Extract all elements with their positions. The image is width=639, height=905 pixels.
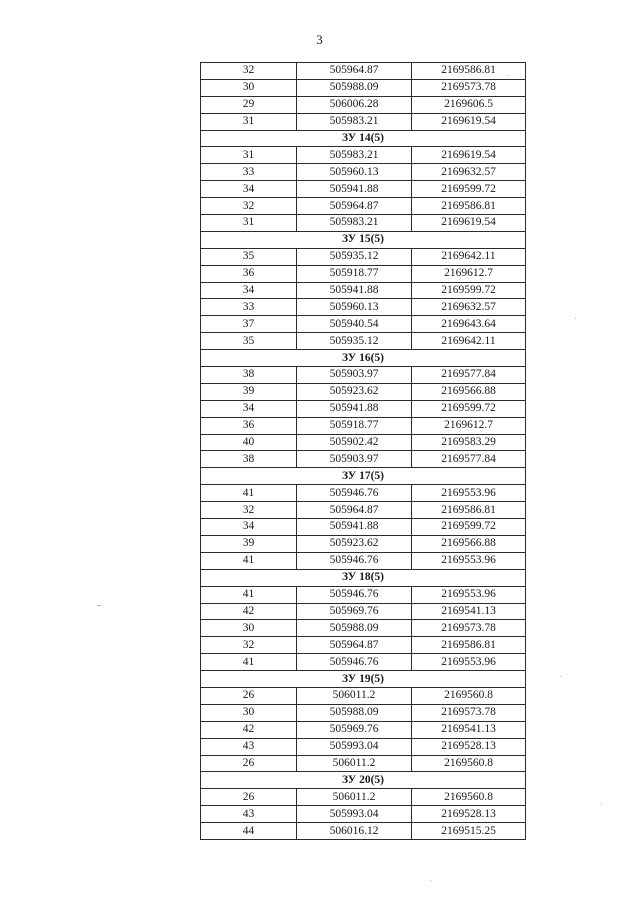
section-header-row [201, 130, 526, 147]
section-header-row [201, 231, 526, 248]
coordinate-row [201, 417, 526, 434]
section-title: ЗУ 16(5) [201, 350, 526, 367]
y-coordinate-cell: 2169577.84 [412, 367, 526, 384]
point-number-cell: 33 [201, 299, 297, 316]
y-coordinate-cell: 2169599.72 [412, 519, 526, 536]
x-coordinate-cell: 505988.09 [297, 79, 412, 96]
coordinates-table-body [201, 63, 526, 840]
coordinate-row [201, 738, 526, 755]
coordinate-row [201, 113, 526, 130]
coordinate-row [201, 63, 526, 80]
point-number-cell: 34 [201, 282, 297, 299]
y-coordinate-cell: 2169553.96 [412, 552, 526, 569]
coordinate-row [201, 265, 526, 282]
coordinate-row [201, 603, 526, 620]
y-coordinate-cell: 2169573.78 [412, 704, 526, 721]
x-coordinate-cell: 505918.77 [297, 417, 412, 434]
point-number-cell: 31 [201, 215, 297, 232]
y-coordinate-cell: 2169528.13 [412, 738, 526, 755]
y-coordinate-cell: 2169560.8 [412, 755, 526, 772]
section-title: ЗУ 14(5) [201, 130, 526, 147]
section-title: ЗУ 17(5) [201, 468, 526, 485]
point-number-cell: 32 [201, 637, 297, 654]
scan-speck [507, 75, 508, 76]
x-coordinate-cell: 505946.76 [297, 654, 412, 671]
coordinate-row [201, 485, 526, 502]
coordinate-row [201, 316, 526, 333]
point-number-cell: 26 [201, 687, 297, 704]
section-header-row [201, 569, 526, 586]
x-coordinate-cell: 506011.2 [297, 687, 412, 704]
point-number-cell: 42 [201, 721, 297, 738]
point-number-cell: 44 [201, 823, 297, 840]
point-number-cell: 26 [201, 755, 297, 772]
x-coordinate-cell: 505941.88 [297, 400, 412, 417]
x-coordinate-cell: 505988.09 [297, 620, 412, 637]
y-coordinate-cell: 2169515.25 [412, 823, 526, 840]
point-number-cell: 34 [201, 519, 297, 536]
point-number-cell: 30 [201, 704, 297, 721]
y-coordinate-cell: 2169566.88 [412, 535, 526, 552]
y-coordinate-cell: 2169586.81 [412, 502, 526, 519]
point-number-cell: 41 [201, 586, 297, 603]
point-number-cell: 41 [201, 552, 297, 569]
x-coordinate-cell: 505941.88 [297, 181, 412, 198]
point-number-cell: 33 [201, 164, 297, 181]
coordinate-row [201, 367, 526, 384]
x-coordinate-cell: 505946.76 [297, 485, 412, 502]
point-number-cell: 42 [201, 603, 297, 620]
y-coordinate-cell: 2169553.96 [412, 485, 526, 502]
x-coordinate-cell: 505964.87 [297, 502, 412, 519]
x-coordinate-cell: 505964.87 [297, 63, 412, 80]
coordinate-row [201, 687, 526, 704]
coordinate-row [201, 282, 526, 299]
coordinate-row [201, 823, 526, 840]
x-coordinate-cell: 505941.88 [297, 282, 412, 299]
y-coordinate-cell: 2169573.78 [412, 620, 526, 637]
coordinate-row [201, 198, 526, 215]
coordinate-row [201, 434, 526, 451]
point-number-cell: 41 [201, 485, 297, 502]
coordinate-row [201, 451, 526, 468]
section-title: ЗУ 20(5) [201, 772, 526, 789]
x-coordinate-cell: 505903.97 [297, 451, 412, 468]
y-coordinate-cell: 2169583.29 [412, 434, 526, 451]
point-number-cell: 39 [201, 535, 297, 552]
point-number-cell: 32 [201, 502, 297, 519]
coordinate-row [201, 552, 526, 569]
coordinate-row [201, 164, 526, 181]
y-coordinate-cell: 2169599.72 [412, 181, 526, 198]
coordinate-row [201, 502, 526, 519]
x-coordinate-cell: 505918.77 [297, 265, 412, 282]
scan-speck [97, 605, 101, 606]
section-title: ЗУ 19(5) [201, 671, 526, 688]
y-coordinate-cell: 2169586.81 [412, 198, 526, 215]
x-coordinate-cell: 505988.09 [297, 704, 412, 721]
x-coordinate-cell: 505983.21 [297, 147, 412, 164]
x-coordinate-cell: 505964.87 [297, 637, 412, 654]
coordinate-row [201, 333, 526, 350]
coordinate-row [201, 586, 526, 603]
scan-speck [430, 880, 431, 881]
coordinate-row [201, 806, 526, 823]
y-coordinate-cell: 2169612.7 [412, 417, 526, 434]
x-coordinate-cell: 505983.21 [297, 113, 412, 130]
section-header-row [201, 468, 526, 485]
section-header-row [201, 350, 526, 367]
point-number-cell: 38 [201, 367, 297, 384]
point-number-cell: 30 [201, 620, 297, 637]
point-number-cell: 26 [201, 789, 297, 806]
point-number-cell: 31 [201, 113, 297, 130]
point-number-cell: 32 [201, 63, 297, 80]
coordinate-row [201, 383, 526, 400]
section-title: ЗУ 15(5) [201, 231, 526, 248]
coordinate-row [201, 248, 526, 265]
y-coordinate-cell: 2169560.8 [412, 687, 526, 704]
y-coordinate-cell: 2169642.11 [412, 333, 526, 350]
x-coordinate-cell: 505923.62 [297, 535, 412, 552]
y-coordinate-cell: 2169528.13 [412, 806, 526, 823]
y-coordinate-cell: 2169612.7 [412, 265, 526, 282]
y-coordinate-cell: 2169573.78 [412, 79, 526, 96]
point-number-cell: 34 [201, 181, 297, 198]
y-coordinate-cell: 2169541.13 [412, 603, 526, 620]
y-coordinate-cell: 2169632.57 [412, 299, 526, 316]
point-number-cell: 30 [201, 79, 297, 96]
coordinate-row [201, 654, 526, 671]
coordinate-row [201, 147, 526, 164]
point-number-cell: 39 [201, 383, 297, 400]
x-coordinate-cell: 506006.28 [297, 96, 412, 113]
y-coordinate-cell: 2169632.57 [412, 164, 526, 181]
x-coordinate-cell: 505903.97 [297, 367, 412, 384]
coordinate-row [201, 96, 526, 113]
coordinates-table [200, 62, 526, 840]
y-coordinate-cell: 2169566.88 [412, 383, 526, 400]
x-coordinate-cell: 505935.12 [297, 333, 412, 350]
point-number-cell: 41 [201, 654, 297, 671]
section-header-row [201, 772, 526, 789]
x-coordinate-cell: 505969.76 [297, 603, 412, 620]
point-number-cell: 40 [201, 434, 297, 451]
section-header-row [201, 671, 526, 688]
coordinate-row [201, 215, 526, 232]
section-title: ЗУ 18(5) [201, 569, 526, 586]
x-coordinate-cell: 506011.2 [297, 755, 412, 772]
y-coordinate-cell: 2169619.54 [412, 215, 526, 232]
y-coordinate-cell: 2169643.64 [412, 316, 526, 333]
scan-speck [560, 676, 561, 677]
point-number-cell: 43 [201, 738, 297, 755]
point-number-cell: 29 [201, 96, 297, 113]
y-coordinate-cell: 2169619.54 [412, 113, 526, 130]
coordinate-row [201, 79, 526, 96]
point-number-cell: 32 [201, 198, 297, 215]
x-coordinate-cell: 505946.76 [297, 552, 412, 569]
x-coordinate-cell: 505993.04 [297, 738, 412, 755]
x-coordinate-cell: 505941.88 [297, 519, 412, 536]
point-number-cell: 35 [201, 333, 297, 350]
y-coordinate-cell: 2169642.11 [412, 248, 526, 265]
x-coordinate-cell: 505946.76 [297, 586, 412, 603]
y-coordinate-cell: 2169599.72 [412, 282, 526, 299]
x-coordinate-cell: 505960.13 [297, 164, 412, 181]
coordinate-row [201, 181, 526, 198]
scan-speck [601, 803, 602, 804]
x-coordinate-cell: 505993.04 [297, 806, 412, 823]
coordinate-row [201, 535, 526, 552]
y-coordinate-cell: 2169606.5 [412, 96, 526, 113]
x-coordinate-cell: 505960.13 [297, 299, 412, 316]
x-coordinate-cell: 506011.2 [297, 789, 412, 806]
point-number-cell: 38 [201, 451, 297, 468]
y-coordinate-cell: 2169619.54 [412, 147, 526, 164]
x-coordinate-cell: 506016.12 [297, 823, 412, 840]
y-coordinate-cell: 2169560.8 [412, 789, 526, 806]
point-number-cell: 37 [201, 316, 297, 333]
scan-speck [575, 318, 576, 319]
y-coordinate-cell: 2169586.81 [412, 637, 526, 654]
y-coordinate-cell: 2169577.84 [412, 451, 526, 468]
y-coordinate-cell: 2169553.96 [412, 654, 526, 671]
point-number-cell: 34 [201, 400, 297, 417]
coordinate-row [201, 789, 526, 806]
point-number-cell: 36 [201, 417, 297, 434]
x-coordinate-cell: 505983.21 [297, 215, 412, 232]
point-number-cell: 36 [201, 265, 297, 282]
coordinate-row [201, 299, 526, 316]
x-coordinate-cell: 505902.42 [297, 434, 412, 451]
coordinate-row [201, 620, 526, 637]
point-number-cell: 43 [201, 806, 297, 823]
x-coordinate-cell: 505964.87 [297, 198, 412, 215]
y-coordinate-cell: 2169553.96 [412, 586, 526, 603]
x-coordinate-cell: 505940.54 [297, 316, 412, 333]
coordinate-row [201, 400, 526, 417]
x-coordinate-cell: 505923.62 [297, 383, 412, 400]
coordinate-row [201, 519, 526, 536]
y-coordinate-cell: 2169599.72 [412, 400, 526, 417]
x-coordinate-cell: 505935.12 [297, 248, 412, 265]
x-coordinate-cell: 505969.76 [297, 721, 412, 738]
y-coordinate-cell: 2169541.13 [412, 721, 526, 738]
y-coordinate-cell: 2169586.81 [412, 63, 526, 80]
page-number: 3 [316, 32, 323, 47]
point-number-cell: 35 [201, 248, 297, 265]
coordinate-row [201, 721, 526, 738]
point-number-cell: 31 [201, 147, 297, 164]
coordinate-row [201, 704, 526, 721]
coordinate-row [201, 755, 526, 772]
coordinate-row [201, 637, 526, 654]
